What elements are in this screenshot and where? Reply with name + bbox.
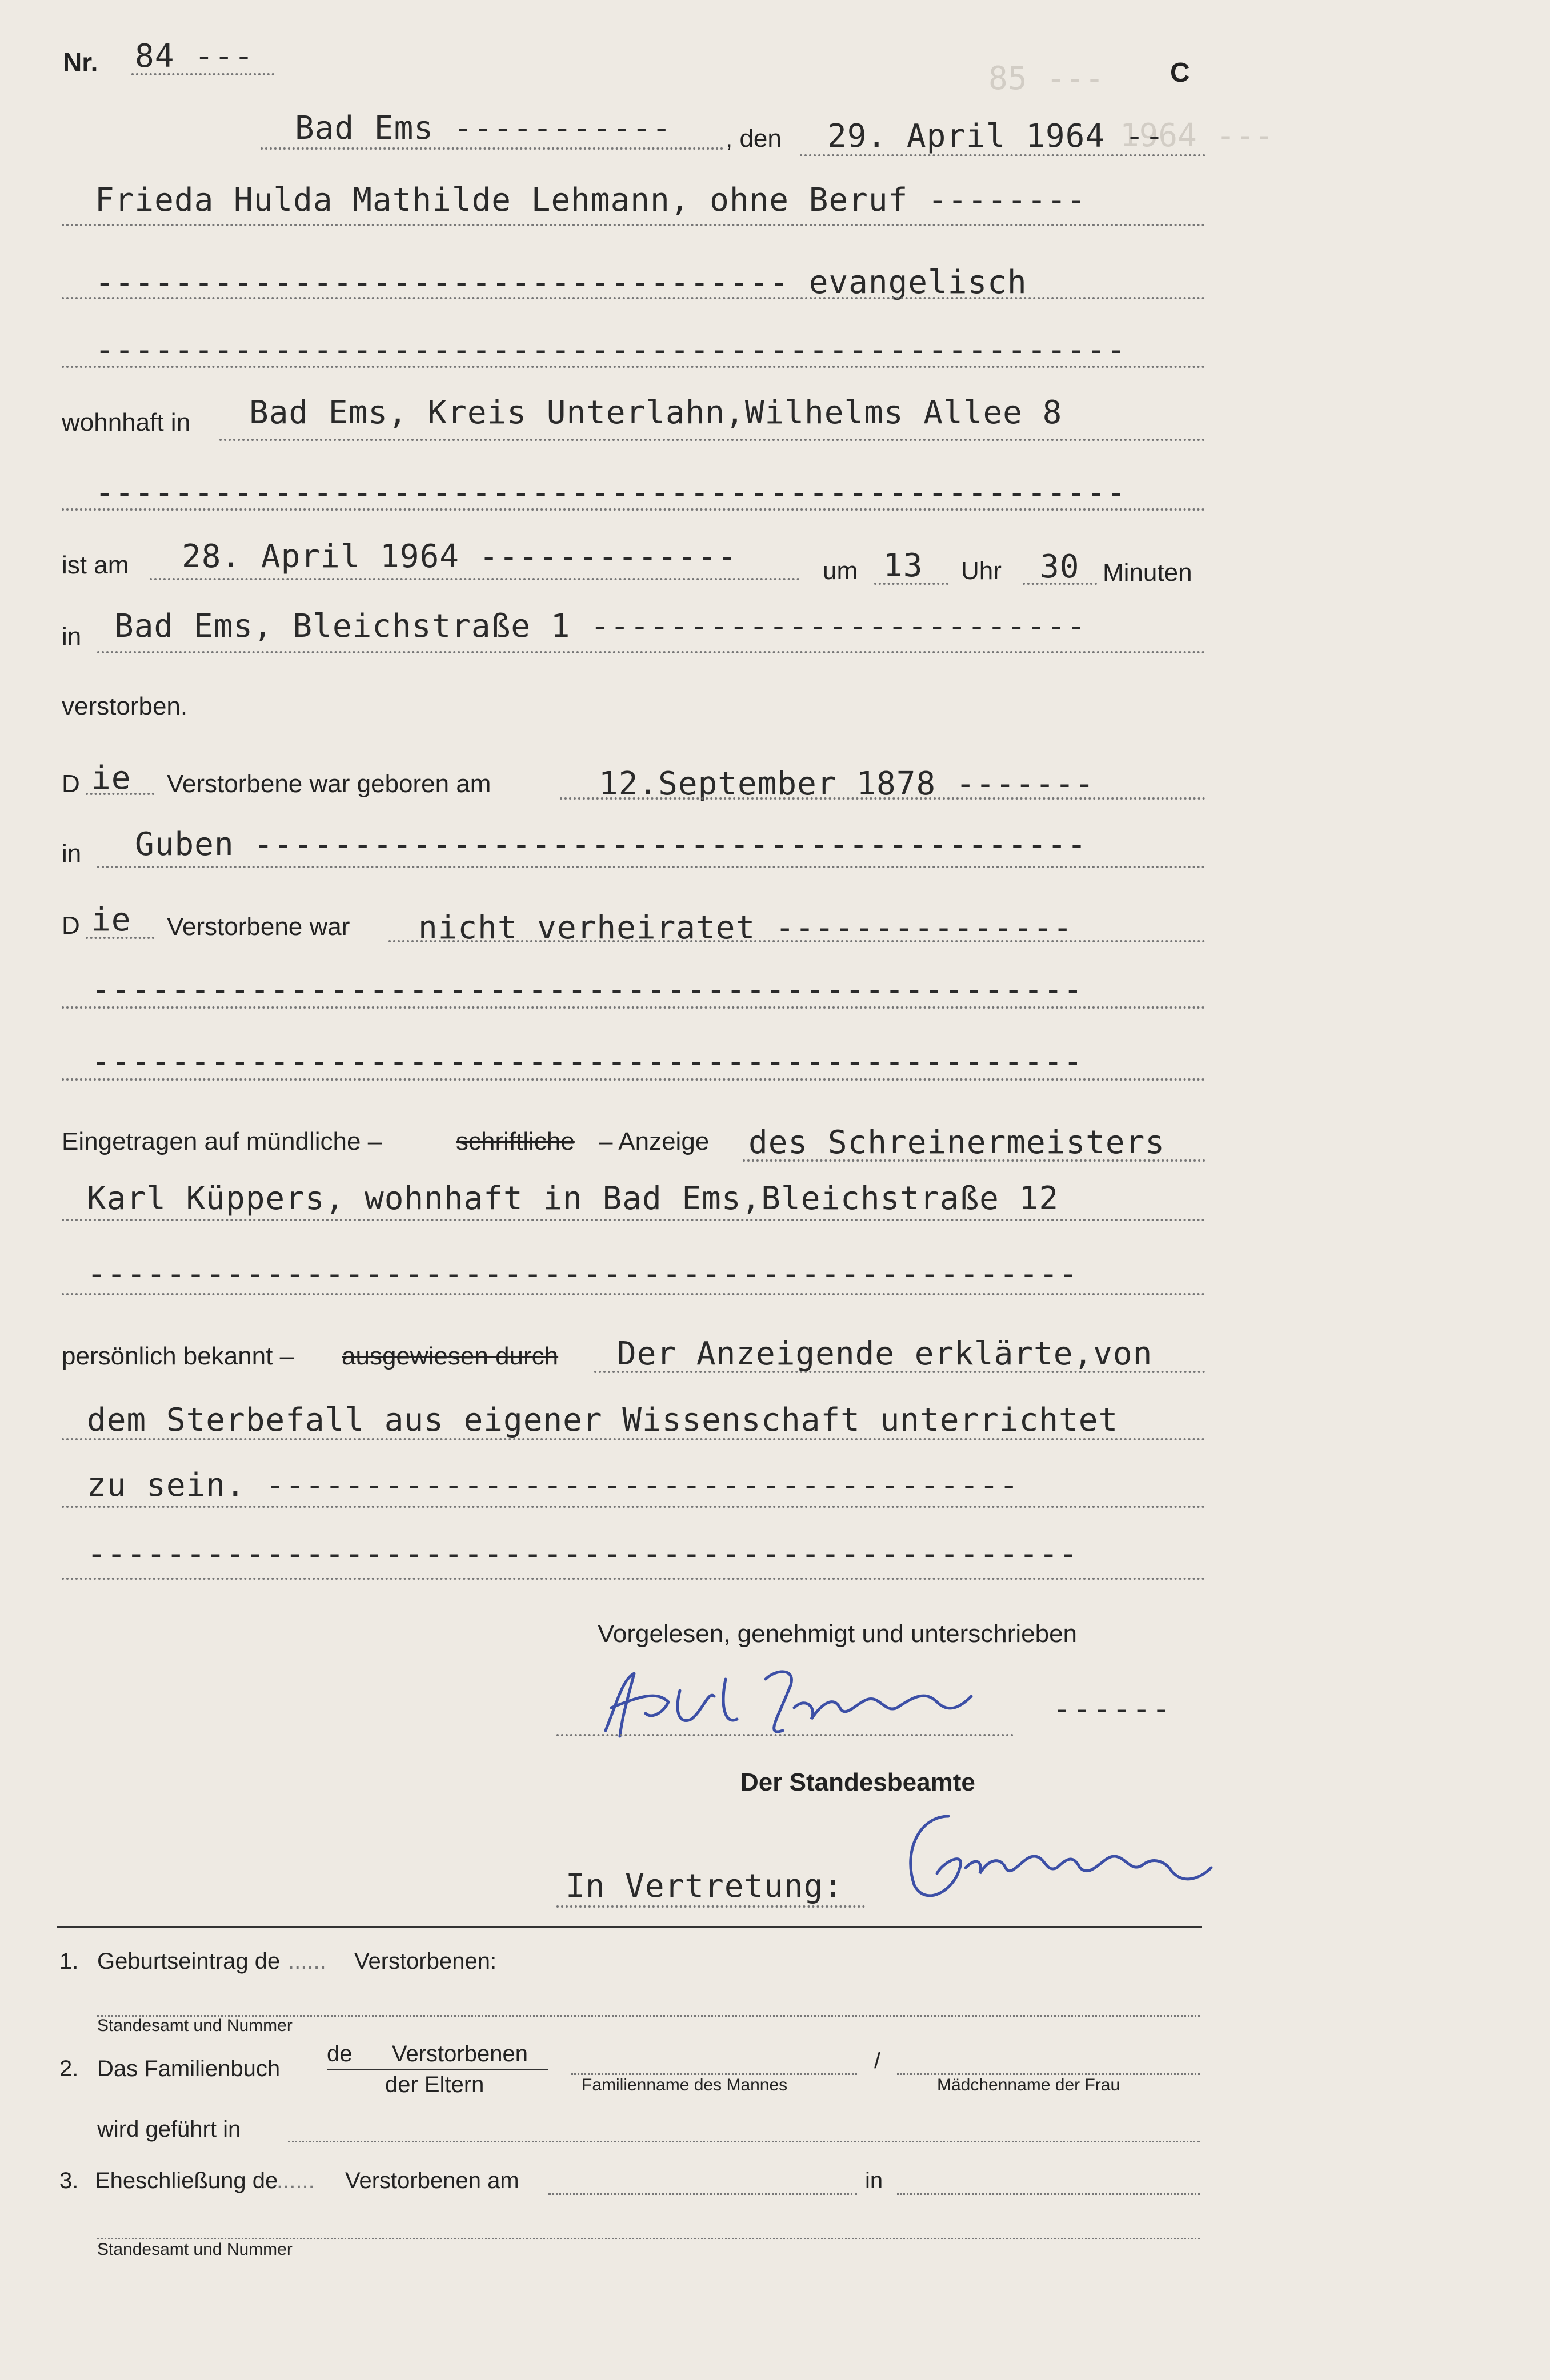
footer-item1-sub: Standesamt und Nummer xyxy=(97,2016,293,2035)
dotted-line xyxy=(1023,583,1097,585)
footer-item2-mann: Familienname des Mannes xyxy=(582,2076,788,2094)
den-label: , den xyxy=(726,125,782,152)
death-place: Bad Ems, Bleichstraße 1 ------------------------- xyxy=(114,608,1087,645)
footer-item1-fill: ...... xyxy=(288,1949,326,1974)
dotted-line xyxy=(62,1078,1205,1081)
uhr-label: Uhr xyxy=(961,557,1002,585)
nr-value: 84 --- xyxy=(135,38,254,75)
birth-date: 12.September 1878 ------- xyxy=(599,765,1095,802)
statement-line-3: zu sein. -------------------------------------- xyxy=(87,1467,1019,1504)
death-minutes: 30 xyxy=(1040,548,1080,585)
footer-item1-label: Geburtseintrag de xyxy=(97,1949,281,1974)
dotted-line xyxy=(62,1219,1205,1221)
filler-dashes: ---------------------------------------------------- xyxy=(95,331,1127,368)
dotted-line xyxy=(219,439,1205,441)
dotted-line xyxy=(62,508,1205,511)
footer-item1-suffix: Verstorbenen: xyxy=(354,1949,497,1974)
ist-am-label: ist am xyxy=(62,551,129,579)
wohnhaft-label: wohnhaft in xyxy=(62,408,191,436)
in-label: in xyxy=(62,623,82,651)
informant-line: Karl Küppers, wohnhaft in Bad Ems,Bleichstraße 12 xyxy=(87,1180,1059,1217)
in-label: in xyxy=(62,840,82,868)
informant-signature-dashes: ------ xyxy=(1052,1691,1172,1728)
nr-label: Nr. xyxy=(63,47,98,77)
dotted-line xyxy=(874,583,948,585)
footer-item2-eltern: der Eltern xyxy=(385,2072,484,2097)
statement-line-2: dem Sterbefall aus eigener Wissenschaft unterrichtet xyxy=(87,1402,1119,1439)
dotted-line xyxy=(86,793,154,795)
footer-item2-de: de xyxy=(327,2041,353,2066)
footer-item3-sub: Standesamt und Nummer xyxy=(97,2240,293,2259)
dotted-line xyxy=(571,2073,857,2075)
dotted-line xyxy=(261,147,723,150)
footer-item3-in: in xyxy=(865,2168,883,2193)
minuten-label: Minuten xyxy=(1103,559,1192,587)
marital-status: nicht verheiratet --------------- xyxy=(418,909,1073,946)
dotted-line xyxy=(62,1578,1205,1580)
deputy-label: In Vertretung: xyxy=(566,1868,844,1905)
footer-item3-label: Eheschließung de xyxy=(95,2168,278,2193)
persoenlich-bekannt-label: persönlich bekannt – xyxy=(62,1342,294,1370)
dotted-line xyxy=(150,578,800,580)
statement-line-1: Der Anzeigende erklärte,von xyxy=(617,1335,1153,1372)
war-label: Verstorbene war xyxy=(167,913,350,941)
dotted-line xyxy=(388,940,1205,942)
filler-dashes: -------------------------------------------------- xyxy=(91,1043,1083,1080)
footer-item2-frau: Mädchenname der Frau xyxy=(937,2076,1120,2094)
dotted-line xyxy=(62,1506,1205,1508)
dotted-line xyxy=(97,651,1205,653)
dotted-line xyxy=(288,2141,1200,2142)
footer-item2-gefuehrt: wird geführt in xyxy=(97,2117,241,2142)
anzeige-label: – Anzeige xyxy=(599,1127,710,1155)
eingetragen-label: Eingetragen auf mündliche – xyxy=(62,1127,382,1155)
um-label: um xyxy=(823,557,858,585)
registration-date: 29. April 1964 -- xyxy=(827,118,1165,155)
footer-item3-number: 3. xyxy=(59,2168,79,2193)
dotted-line xyxy=(62,297,1205,299)
registrar-signature xyxy=(880,1799,1223,1913)
death-hour: 13 xyxy=(883,547,923,584)
geboren-label: Verstorbene war geboren am xyxy=(167,770,491,798)
dotted-line xyxy=(556,1905,865,1908)
filler-dashes: -------------------------------------------------- xyxy=(87,1535,1079,1572)
deceased-religion: ----------------------------------- evangelisch xyxy=(95,264,1027,301)
dotted-line xyxy=(97,2238,1200,2239)
marital-article: ie xyxy=(91,901,131,938)
filler-dashes: -------------------------------------------------- xyxy=(91,971,1083,1008)
dotted-line xyxy=(86,937,154,939)
footer-item2-slash: / xyxy=(874,2048,881,2073)
show-through-text: 1964 --- xyxy=(1120,117,1274,154)
fraction-line xyxy=(327,2069,548,2070)
dotted-line xyxy=(743,1159,1205,1162)
footer-item2-verstorbenen: Verstorbenen xyxy=(392,2041,528,2066)
footer-item2-label: Das Familienbuch xyxy=(97,2056,281,2081)
footer-item3-suffix: Verstorbenen am xyxy=(345,2168,519,2193)
corner-letter: C xyxy=(1170,58,1190,88)
dotted-line xyxy=(594,1371,1205,1373)
dotted-line xyxy=(62,1293,1205,1295)
dotted-line xyxy=(560,797,1205,800)
death-date: 28. April 1964 ------------- xyxy=(182,538,738,575)
deceased-residence: Bad Ems, Kreis Unterlahn,Wilhelms Allee 8 xyxy=(249,394,1063,431)
dotted-line xyxy=(800,154,1205,156)
place-of-registration: Bad Ems ----------- xyxy=(295,110,672,147)
struck-ausgewiesen-durch: ausgewiesen durch xyxy=(342,1342,559,1370)
registrar-label: Der Standesbeamte xyxy=(740,1768,975,1796)
footer-item2-number: 2. xyxy=(59,2056,79,2081)
dotted-line xyxy=(62,224,1205,226)
dotted-line xyxy=(62,366,1205,368)
dotted-line xyxy=(131,73,274,75)
filler-dashes: -------------------------------------------------- xyxy=(87,1255,1079,1293)
d-label: D xyxy=(62,912,80,940)
dotted-line xyxy=(897,2073,1200,2075)
deceased-name-occupation: Frieda Hulda Mathilde Lehmann, ohne Beruf -------- xyxy=(95,182,1087,219)
verstorben-label: verstorben. xyxy=(62,692,188,720)
struck-schriftliche: schriftliche xyxy=(456,1127,575,1155)
filler-dashes: ---------------------------------------------------- xyxy=(95,474,1127,511)
dotted-line xyxy=(62,1006,1205,1009)
dotted-line xyxy=(556,1734,1014,1736)
show-through-text: 85 --- xyxy=(988,60,1104,97)
dotted-line xyxy=(62,1438,1205,1440)
dotted-line xyxy=(897,2193,1200,2195)
read-approved-signed: Vorgelesen, genehmigt und unterschrieben xyxy=(598,1620,1078,1648)
d-label: D xyxy=(62,770,80,798)
footer-item1-number: 1. xyxy=(59,1949,79,1974)
birth-place: Guben ------------------------------------------ xyxy=(135,826,1087,863)
informant-intro: des Schreinermeisters xyxy=(748,1124,1165,1161)
footer-item3-fill: ...... xyxy=(277,2168,315,2193)
separator-line xyxy=(57,1926,1202,1928)
dotted-line xyxy=(548,2193,857,2195)
dotted-line xyxy=(97,866,1205,868)
birth-article: ie xyxy=(91,760,131,797)
